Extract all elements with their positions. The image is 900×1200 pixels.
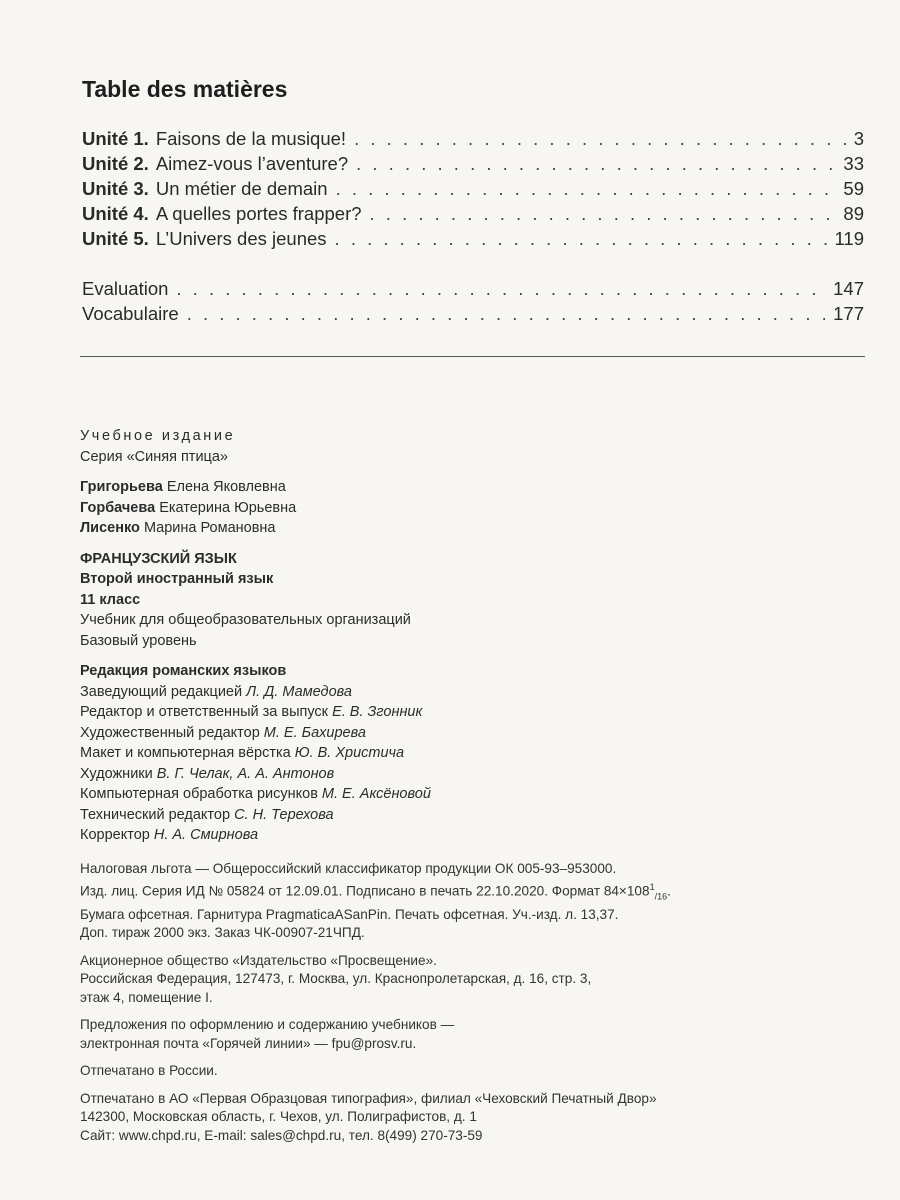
toc-title: Table des matières	[82, 76, 288, 102]
author-name: Екатерина Юрьевна	[159, 499, 297, 516]
dot-leader	[336, 178, 836, 200]
format-sup: 1	[649, 882, 655, 892]
publisher-line: Акционерное общество «Издательство «Просвещение».	[80, 952, 437, 968]
credit-role: Художники	[80, 765, 153, 782]
toc-entry-vocabulaire[interactable]	[82, 303, 864, 328]
author-surname: Горбачева	[80, 499, 156, 516]
credit-role: Редактор и ответственный за выпуск	[80, 704, 329, 720]
author-name: Марина Романовна	[143, 520, 276, 536]
toc-unit-label: Unité 4.	[82, 203, 149, 224]
publisher-line: этаж 4, помещение I.	[80, 989, 213, 1005]
credit-line	[80, 764, 870, 785]
toc-page-number: 147	[833, 278, 864, 299]
author-list	[80, 477, 870, 539]
credit-role: Художественный редактор	[80, 724, 260, 741]
printer-line: 142300, Московская область, г. Чехов, ул. Полиграфистов, д. 1	[80, 1109, 477, 1125]
author-name: Елена Яковлевна	[166, 479, 286, 495]
credit-line	[80, 784, 870, 805]
credit-role: Компьютерная обработка рисунков	[80, 786, 318, 802]
credit-person: Л. Д. Мамедова	[246, 683, 352, 700]
book-purpose: Учебник для общеобразовательных организаций	[80, 612, 411, 628]
section-divider	[80, 356, 865, 357]
toc-entry-unit-5[interactable]	[82, 228, 864, 253]
credit-person: Е. В. Згонник	[332, 704, 423, 720]
credit-line	[80, 743, 870, 764]
credit-person: Ю. В. Христича	[294, 745, 405, 761]
printer-info	[80, 1090, 870, 1146]
toc-unit-label: Unité 2.	[82, 153, 149, 174]
printer-line: Сайт: www.chpd.ru, E-mail: sales@chpd.ru, тел. 8(499) 270-73-59	[80, 1127, 483, 1143]
toc-entry-title: Faisons de la musique!	[155, 128, 347, 149]
credit-line	[80, 805, 870, 826]
format-sub: /16	[654, 891, 668, 902]
series-name: Серия «Синяя птица»	[80, 448, 228, 465]
credit-line	[80, 723, 870, 744]
credit-person: С. Н. Терехова	[234, 806, 334, 823]
toc-page-number: 119	[834, 228, 864, 249]
author-surname: Лисенко	[80, 520, 140, 536]
tax-line: Налоговая льгота — Общероссийский классификатор продукции ОК 005-93–953000.	[80, 860, 617, 876]
credit-person: В. Г. Челак, А. А. Антонов	[156, 765, 335, 782]
toc-entry-title: Evaluation	[82, 278, 169, 299]
print-run-line: Доп. тираж 2000 экз. Заказ ЧК-00907-21ЧПД.	[80, 925, 365, 941]
toc-entry-title: Vocabulaire	[82, 303, 179, 324]
publication-details	[80, 860, 870, 1146]
author	[80, 498, 870, 519]
toc-unit-label: Unité 1.	[82, 128, 149, 149]
toc-entry-title: Un métier de demain	[155, 178, 328, 199]
credit-line	[80, 825, 870, 846]
credit-role: Макет и компьютерная вёрстка	[80, 745, 291, 761]
paper-line: Бумага офсетная. Гарнитура PragmaticaASanPin. Печать офсетная. Уч.-изд. л. 13,37.	[80, 906, 619, 922]
credit-person: Н. А. Смирнова	[153, 827, 259, 843]
table-of-contents	[82, 128, 864, 328]
toc-unit-label: Unité 3.	[82, 178, 149, 199]
printer-line: Отпечатано в АО «Первая Образцовая типография», филиал «Чеховский Печатный Двор»	[80, 1090, 657, 1106]
printed-in: Отпечатано в России.	[80, 1063, 218, 1079]
toc-entry-unit-3[interactable]	[82, 178, 864, 203]
toc-entry-title: Aimez-vous l’aventure?	[155, 153, 349, 174]
toc-entry-unit-2[interactable]	[82, 153, 864, 178]
format-suffix: .	[667, 883, 671, 899]
credit-line	[80, 702, 870, 723]
publisher-address	[80, 952, 870, 1008]
toc-entry-evaluation[interactable]	[82, 278, 864, 303]
dot-leader	[354, 128, 846, 150]
dot-leader	[356, 153, 835, 175]
publisher-line: Российская Федерация, 127473, г. Москва, ул. Краснопролетарская, д. 16, стр. 3,	[80, 971, 592, 987]
credit-person: М. Е. Бахирева	[263, 724, 366, 741]
dot-leader	[176, 278, 825, 300]
book-info	[80, 549, 870, 652]
credit-role: Технический редактор	[80, 806, 231, 823]
credit-person: М. Е. Аксёновой	[321, 786, 431, 802]
edition-type: Учебное издание	[80, 428, 236, 444]
license-text: Изд. лиц. Серия ИД № 05824 от 12.09.01. Подписано в печать 22.10.2020. Формат 84×108	[80, 883, 650, 899]
credit-role: Корректор	[80, 827, 150, 843]
credits	[80, 661, 870, 846]
toc-unit-label: Unité 5.	[82, 228, 149, 249]
toc-entry-title: L’Univers des jeunes	[155, 228, 327, 249]
credit-role: Заведующий редакцией	[80, 683, 243, 700]
author-surname: Григорьева	[80, 479, 163, 495]
dot-leader	[370, 203, 836, 225]
toc-entry-title: A quelles portes frapper?	[155, 203, 362, 224]
toc-entry-unit-4[interactable]	[82, 203, 864, 228]
toc-page-number: 177	[833, 303, 864, 324]
toc-page-number: 3	[853, 128, 864, 149]
book-title: ФРАНЦУЗСКИЙ ЯЗЫК	[80, 550, 237, 567]
author	[80, 477, 870, 498]
toc-entry-unit-1[interactable]	[82, 128, 864, 153]
author	[80, 518, 870, 539]
toc-page-number: 59	[843, 178, 864, 199]
imprint-section	[80, 426, 870, 1145]
proposal-line: электронная почта «Горячей линии» — fpu@prosv.ru.	[80, 1035, 417, 1051]
editorial-office: Редакция романских языков	[80, 663, 287, 679]
proposals	[80, 1016, 870, 1053]
dot-leader	[335, 228, 827, 250]
license-line	[80, 878, 870, 906]
toc-page-number: 33	[843, 153, 864, 174]
credit-line	[80, 682, 870, 703]
book-grade: 11 класс	[80, 591, 141, 608]
proposal-line: Предложения по оформлению и содержанию учебников —	[80, 1017, 455, 1033]
dot-leader	[187, 303, 825, 325]
book-level: Базовый уровень	[80, 632, 197, 649]
book-subtitle: Второй иностранный язык	[80, 571, 274, 587]
toc-page-number: 89	[843, 203, 864, 224]
